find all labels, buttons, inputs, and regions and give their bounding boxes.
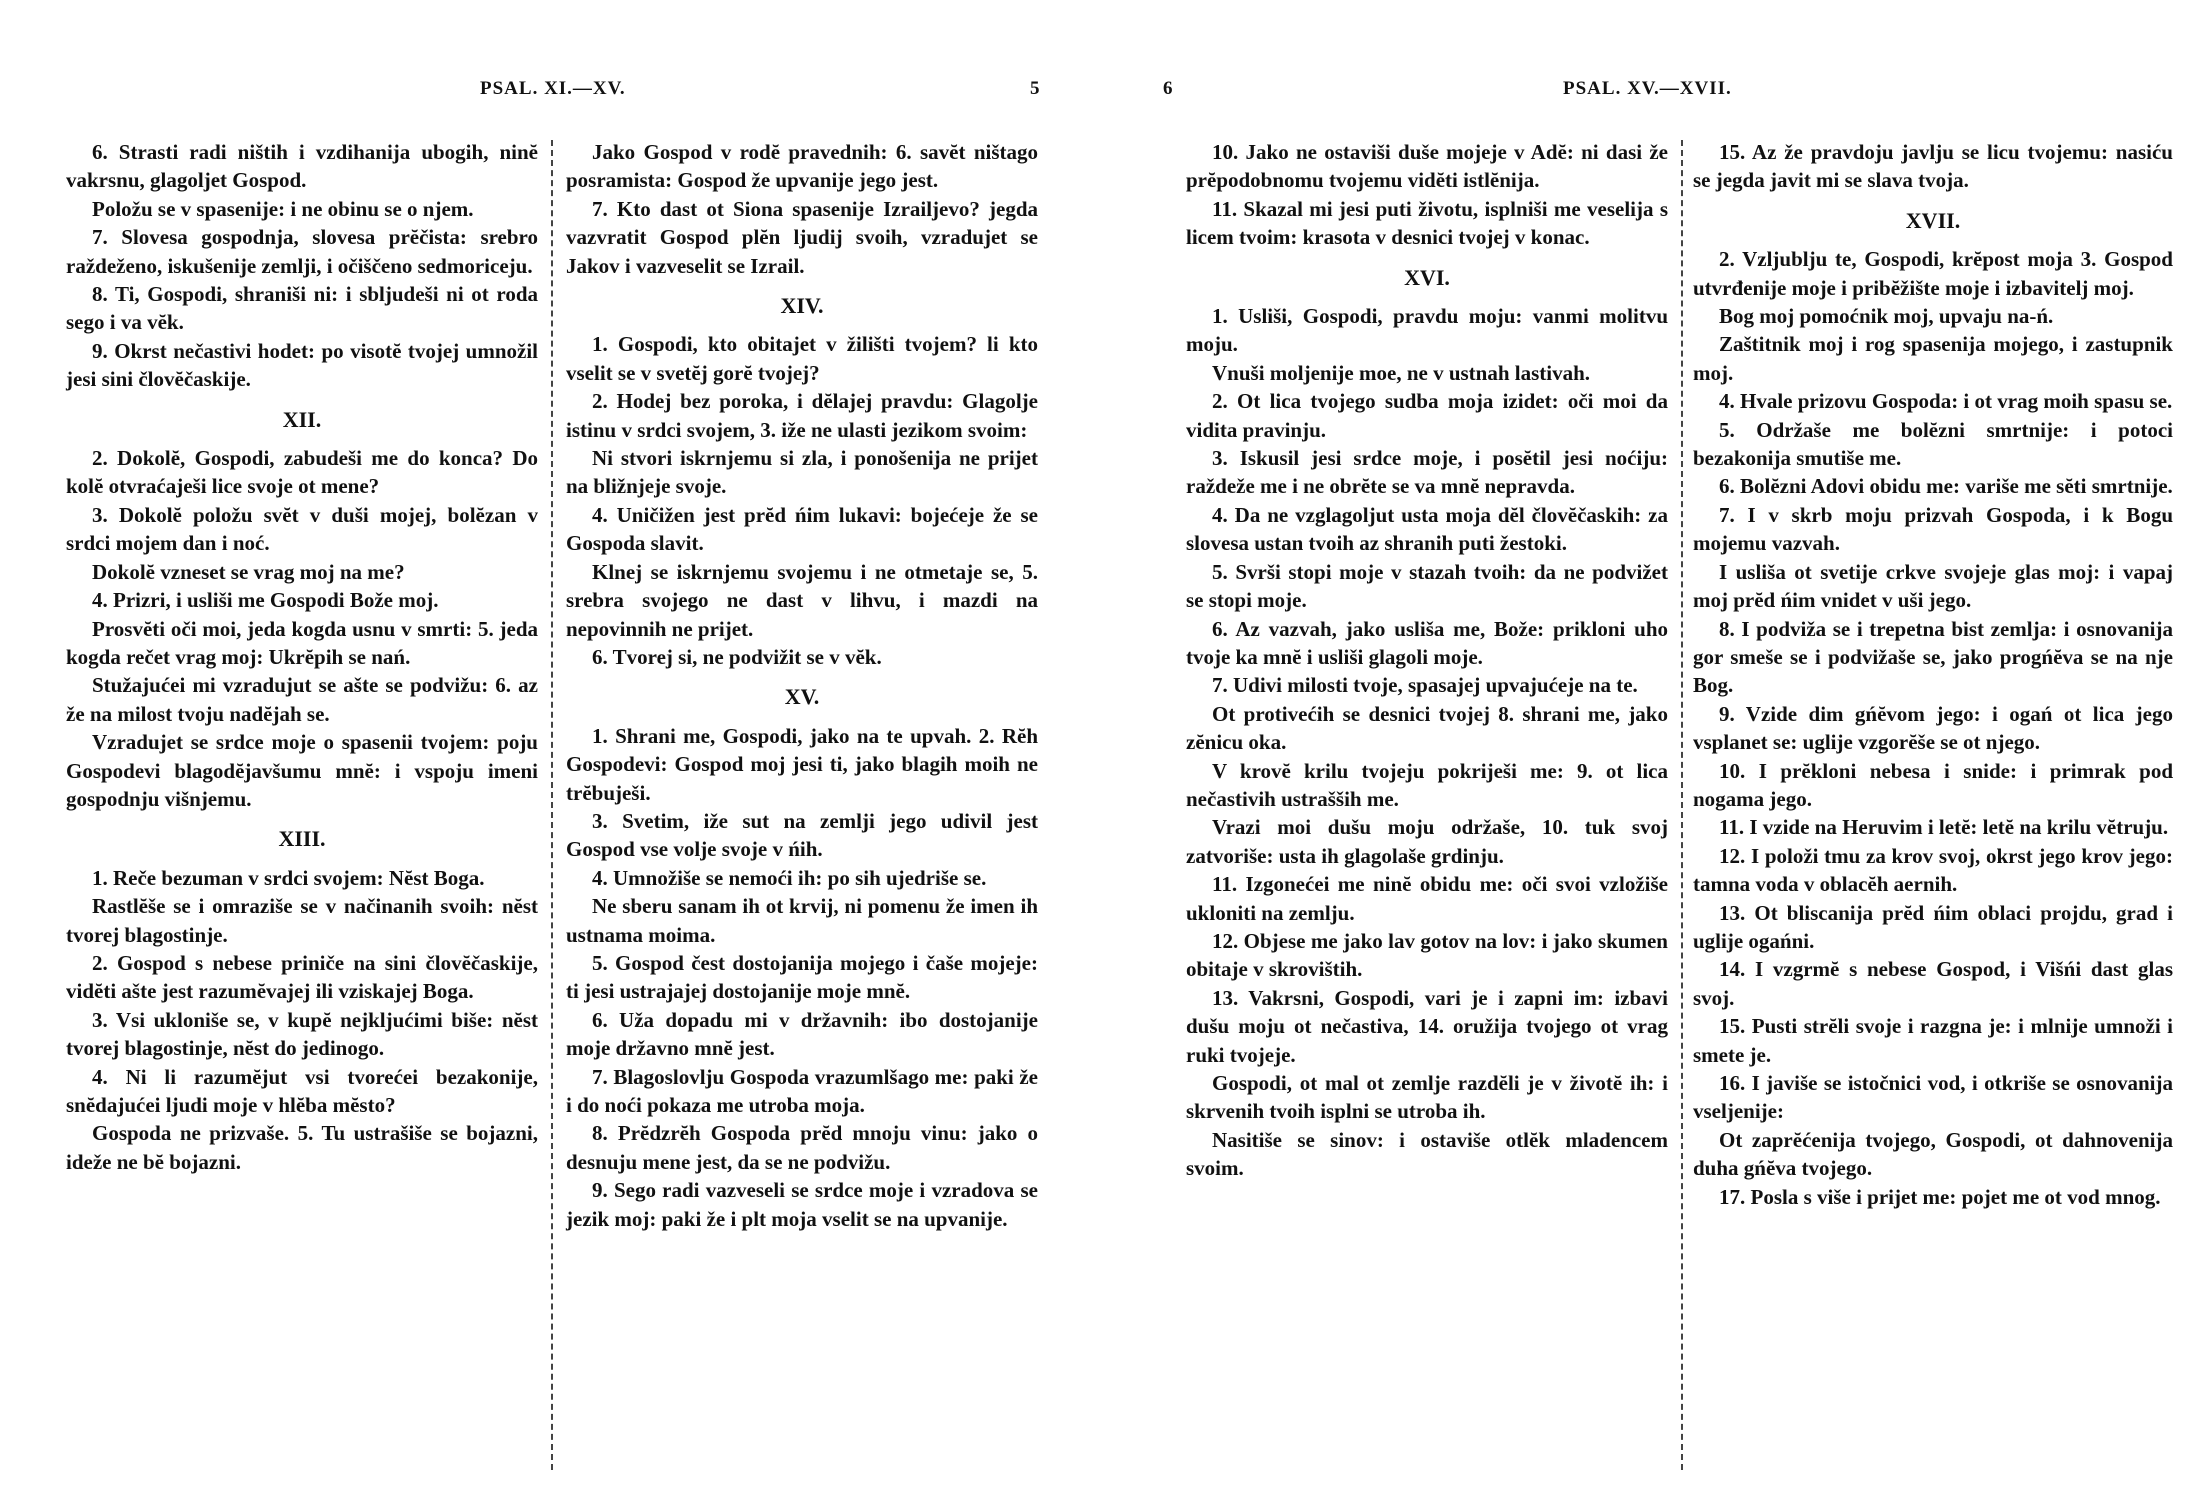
verse-paragraph: 11. Izgonećei me ninĕ obidu me: oči svoi vzložiše ukloniti na zemlju.	[1186, 872, 1668, 925]
verse-paragraph: 4. Uničižen jest prĕd ńim lukavi: bojećeje že se Gospoda slavit.	[566, 502, 1038, 556]
verse-paragraph: 8. I podviža se i trepetna bist zemlja: i osnovanija gor smeše se i podvižaše se, jako progńĕva se na nje Bog.	[1693, 616, 2173, 698]
right-page	[1093, 0, 2186, 1500]
verse-paragraph: 3. Svetim, iže sut na zemlji jego udivil jest Gospod vse volje svoje v ńih.	[566, 808, 1038, 862]
verse-paragraph: 6. Az vazvah, jako usliša me, Bože: prikloni uho tvoje ka mnĕ i usliši glagoli moje.	[1186, 616, 1668, 669]
verse-paragraph: 4. Hvale prizovu Gospoda: i ot vrag moih spasu se.	[1719, 389, 2173, 414]
verse-paragraph: 4. Prizri, i usliši me Gospodi Bože moj.	[92, 588, 439, 613]
verse-paragraph: Gospodi, ot mal ot zemlje razdĕli je v životĕ ih: i skrvenih tvoih isplni se utroba ih.	[1186, 1071, 1668, 1124]
verse-paragraph: 11. Skazal mi jesi puti životu, isplniši me veselija s licem tvoim: krasota v desnici tvojej v konac.	[1186, 196, 1668, 250]
verse-paragraph: 9. Sego radi vazveseli se srdce moje i vzradova se jezik moj: paki že i plt moja vselit se na upvanije.	[566, 1178, 1038, 1231]
verse-paragraph: 8. Ti, Gospodi, shraniši ni: i sbljudeši ni ot roda sego i va vĕk.	[66, 282, 538, 335]
verse-paragraph: 10. I prĕkloni nebesa i snide: i primrak pod nogama jego.	[1693, 758, 2173, 811]
psalm-heading: XV.	[784, 684, 820, 710]
verse-paragraph: Dokolĕ vzneset se vrag moj na me?	[92, 559, 405, 584]
verse-paragraph: 7. I v skrb moju prizvah Gospoda, i k Bogu mojemu vazvah.	[1693, 502, 2173, 556]
page-number-right: 6	[1163, 78, 1174, 99]
right-column-1	[1186, 138, 1668, 1183]
verse-paragraph: 7. Blagoslovlju Gospoda vrazumlšago me: paki že i do noći pokaza me utroba moja.	[566, 1064, 1038, 1117]
verse-paragraph: 1. Usliši, Gospodi, pravdu moju: vanmi molitvu moju.	[1186, 304, 1668, 357]
verse-paragraph: 7. Kto dast ot Siona spasenije Izrailjevo? jegda vazvratit Gospod plĕn ljudij svoih, vzradujet se Jakov i vazveselit se Izrail.	[566, 196, 1038, 278]
verse-paragraph: 13. Ot bliscanija prĕd ńim oblaci projdu, grad i uglije ogańni.	[1693, 900, 2173, 953]
verse-paragraph: 2. Vzljublju te, Gospodi, krĕpost moja 3. Gospod utvrđenije moje i pribĕžište moje i izbavitelj moj.	[1693, 247, 2173, 300]
verse-paragraph: 2. Dokolĕ, Gospodi, zabudeši me do konca? Do kolĕ otvraćaješi lice svoje ot mene?	[66, 446, 538, 499]
verse-paragraph: Ot protivećih se desnici tvojej 8. shrani me, jako zĕnicu oka.	[1186, 701, 1668, 755]
right-column-2	[1693, 138, 2173, 1211]
verse-paragraph: 12. I položi tmu za krov svoj, okrst jego krov jego: tamna voda v oblacĕh aernih.	[1693, 843, 2173, 897]
verse-paragraph: 5. Svrši stopi moje v stazah tvoih: da ne podvižet se stopi moje.	[1186, 559, 1668, 613]
verse-paragraph: 3. Vsi ukloniše se, v kupĕ nejkljućimi biše: nĕst tvorej blagostinje, nĕst do jedinogo.	[66, 1007, 538, 1061]
verse-paragraph: 17. Posla s više i prijet me: pojet me ot vod mnog.	[1719, 1184, 2161, 1209]
verse-paragraph: 4. Umnožiše se nemoći ih: po sih ujedriše se.	[592, 865, 987, 890]
psalm-heading: XIII.	[278, 826, 326, 852]
verse-paragraph: Ni stvori iskrnjemu si zla, i ponošenija ne prijet na bližnjeje svoje.	[566, 446, 1038, 499]
verse-paragraph: 6. Tvorej si, ne podvižit se v vĕk.	[592, 644, 882, 669]
psalm-heading: XVII.	[1905, 207, 1961, 233]
verse-paragraph: Nasitiše se sinov: i ostaviše otlĕk mladencem svoim.	[1186, 1127, 1668, 1181]
verse-paragraph: 5. Održaše me bolĕzni smrtnije: i potoci bezakonija smutiše me.	[1693, 417, 2173, 471]
verse-paragraph: 4. Ni li razumĕjut vsi tvorećei bezakonije, snĕdajućei ljudi moje v hlĕba mĕsto?	[66, 1064, 538, 1117]
verse-paragraph: Vzradujet se srdce moje o spasenii tvojem: poju Gospodevi blagodĕjavšumu mnĕ: i vspoju imeni gospodnju višnjemu.	[66, 730, 538, 811]
verse-paragraph: Rastlĕše se i omraziše se v načinanih svoih: nĕst tvorej blagostinje.	[66, 894, 538, 947]
verse-paragraph: Stužajućei mi vzradujut se ašte se podvižu: 6. az že na milost tvoju nadĕjah se.	[66, 673, 538, 726]
left-column-1	[66, 138, 538, 1176]
verse-paragraph: 3. Iskusil jesi srdce moje, i posĕtil jesi noćiju: raždeže me i ne obrĕte se va mnĕ nepravda.	[1186, 446, 1668, 499]
verse-paragraph: 8. Prĕdzrĕh Gospoda prĕd mnoju vinu: jako o desnuju mene jest, da se ne podvižu.	[566, 1121, 1038, 1174]
verse-paragraph: Bog moj pomoćnik moj, upvaju na-ń.	[1719, 304, 2054, 329]
verse-paragraph: 10. Jako ne ostaviši duše mojeje v Adĕ: ni dasi že prĕpodobnomu tvojemu vidĕti istlĕnija.	[1186, 140, 1668, 193]
verse-paragraph: 15. Pusti strĕli svoje i razgna je: i mlnije umnoži i smete je.	[1693, 1014, 2173, 1067]
verse-paragraph: 9. Okrst nečastivi hodet: po visotĕ tvojej umnožil jesi sini človĕčaskije.	[66, 338, 538, 392]
verse-paragraph: 2. Ot lica tvojego sudba moja izidet: oči moi da vidita pravinju.	[1186, 389, 1668, 442]
verse-paragraph: 6. Uža dopadu mi v državnih: ibo dostojanije moje državno mnĕ jest.	[566, 1007, 1038, 1061]
verse-paragraph: 15. Az že pravdoju javlju se licu tvojemu: nasiću se jegda javit mi se slava tvoja.	[1693, 140, 2173, 193]
verse-paragraph: Prosvĕti oči moi, jeda kogda usnu v smrti: 5. jeda kogda rečet vrag moj: Ukrĕpih se nań.	[66, 616, 538, 669]
verse-paragraph: 2. Hodej bez poroka, i dĕlajej pravdu: Glagolje istinu v srdci svojem, 3. iže ne ulasti jezikom svoim:	[566, 389, 1038, 442]
running-head-left: PSAL. XI.—XV.	[480, 78, 626, 99]
verse-paragraph: Položu se v spasenije: i ne obinu se o njem.	[92, 196, 474, 221]
verse-paragraph: 1. Gospodi, kto obitajet v žilišti tvojem? li kto vselit se v svetĕj gorĕ tvojej?	[566, 332, 1038, 385]
verse-paragraph: 16. I javiše se istočnici vod, i otkriše se osnovanija vseljenije:	[1693, 1071, 2173, 1124]
verse-paragraph: 6. Strasti radi ništih i vzdihanija ubogih, ninĕ vakrsnu, glagoljet Gospod.	[66, 140, 538, 193]
verse-paragraph: 12. Objese me jako lav gotov na lov: i jako skumen obitaje v skrovištih.	[1186, 928, 1668, 982]
verse-paragraph: Ot zaprĕćenija tvojego, Gospodi, ot dahnovenija duha gńĕva tvojego.	[1693, 1127, 2173, 1181]
column-rule	[1681, 140, 1683, 1470]
verse-paragraph: 5. Gospod čest dostojanija mojego i čaše mojeje: ti jesi ustrajajej dostojanije moje mnĕ.	[566, 950, 1038, 1004]
verse-paragraph: 1. Shrani me, Gospodi, jako na te upvah. 2. Rĕh Gospodevi: Gospod moj jesi ti, jako blagih moih ne trĕbuješi.	[566, 723, 1038, 805]
verse-paragraph: 4. Da ne vzglagoljut usta moja dĕl človĕčaskih: za slovesa ustan tvoih az shranih puti žestoki.	[1186, 502, 1668, 556]
verse-paragraph: 11. I vzide na Heruvim i letĕ: letĕ na krilu vĕtruju.	[1719, 815, 2169, 840]
verse-paragraph: Vrazi moi dušu moju održaše, 10. tuk svoj zatvoriše: usta ih glagolaše grdinju.	[1186, 815, 1668, 868]
psalm-heading: XVI.	[1404, 264, 1450, 290]
verse-paragraph: 7. Udivi milosti tvoje, spasajej upvajućeje na te.	[1212, 673, 1638, 698]
verse-paragraph: 6. Bolĕzni Adovi obidu me: variše me sĕti smrtnije.	[1719, 474, 2173, 499]
verse-paragraph: Ne sberu sanam ih ot krvij, ni pomenu že imen ih ustnama moima.	[566, 894, 1038, 947]
verse-paragraph: 9. Vzide dim gńĕvom jego: i ogań ot lica jego vsplanet se: uglije vzgorĕše se ot njego.	[1693, 701, 2173, 755]
column-rule	[551, 140, 553, 1470]
left-column-2	[566, 138, 1038, 1233]
verse-paragraph: 3. Dokolĕ položu svĕt v duši mojej, bolĕzan v srdci mojem dan i noć.	[66, 502, 538, 556]
verse-paragraph: 13. Vakrsni, Gospodi, vari je i zapni im: izbavi dušu moju ot nečastiva, 14. oružija tvojego ot vrag ruki tvojeje.	[1186, 985, 1668, 1067]
psalm-heading: XIV.	[780, 293, 824, 319]
psalm-heading: XII.	[282, 406, 322, 432]
verse-paragraph: 1. Reče bezuman v srdci svojem: Nĕst Boga.	[92, 865, 485, 890]
verse-paragraph: 2. Gospod s nebese priniče na sini človĕčaskije, vidĕti ašte jest razumĕvajej ili vziskajej Boga.	[66, 950, 538, 1004]
page-number-left: 5	[1030, 78, 1041, 99]
verse-paragraph: 14. I vzgrmĕ s nebese Gospod, i Višńi dast glas svoj.	[1693, 957, 2173, 1010]
verse-paragraph: 7. Slovesa gospodnja, slovesa prĕčista: srebro raždeženo, iskušenije zemlji, i očiščeno sedmoriceju.	[66, 225, 538, 278]
verse-paragraph: Jako Gospod v rodĕ pravednih: 6. savĕt ništago posramista: Gospod že upvanije jego jest.	[566, 140, 1038, 193]
verse-paragraph: Zaštitnik moj i rog spasenija mojego, i zastupnik moj.	[1693, 332, 2173, 385]
verse-paragraph: V krovĕ krilu tvojeju pokriješi me: 9. ot lica nečastivih ustrašših me.	[1186, 758, 1668, 811]
verse-paragraph: Gospoda ne prizvaše. 5. Tu ustrašiše se bojazni, ideže ne bĕ bojazni.	[66, 1121, 538, 1174]
verse-paragraph: I usliša ot svetije crkve svojeje glas moj: i vapaj moj prĕd ńim vnidet v uši jego.	[1693, 559, 2173, 613]
verse-paragraph: Vnuši moljenije moe, ne v ustnah lastivah.	[1212, 360, 1591, 385]
verse-paragraph: Klnej se iskrnjemu svojemu i ne otmetaje se, 5. srebra svojego ne dast v lihvu, i mazdi na nepovinnih ne prijet.	[566, 559, 1038, 641]
running-head-right: PSAL. XV.—XVII.	[1563, 78, 1732, 99]
